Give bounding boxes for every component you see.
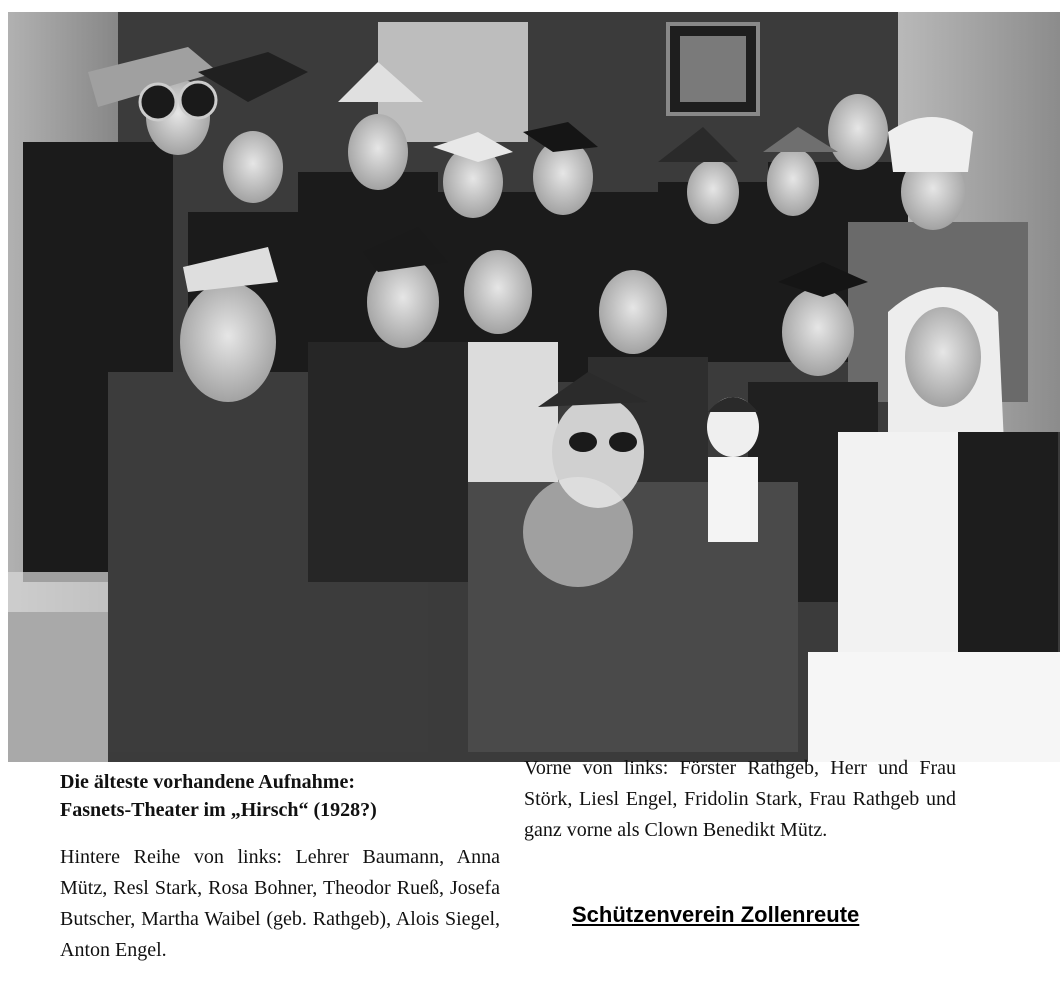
caption-title [60,768,500,824]
group-photo [8,12,1060,762]
caption-title-line-1: Die älteste vorhandene Aufnahme: [60,771,355,793]
caption-front-row: Vorne von links: Förster Rathgeb, Herr und Frau Störk, Liesl Engel, Fridolin Stark, Frau Rathgeb und ganz vorne als Clown Benedikt Mütz. [524,757,956,841]
club-name: Schützenverein Zollenreute [572,902,860,927]
photo-illustration [8,12,1060,762]
caption-back-row: Hintere Reihe von links: Lehrer Baumann, Anna Mütz, Resl Stark, Rosa Bohner, Theodor Rueß, Josefa Butscher, Martha Waibel (geb. Rathgeb), Alois Siegel, Anton Engel. [60,846,500,961]
caption-title-line-2: Fasnets-Theater im „Hirsch“ (1928?) [60,799,377,821]
